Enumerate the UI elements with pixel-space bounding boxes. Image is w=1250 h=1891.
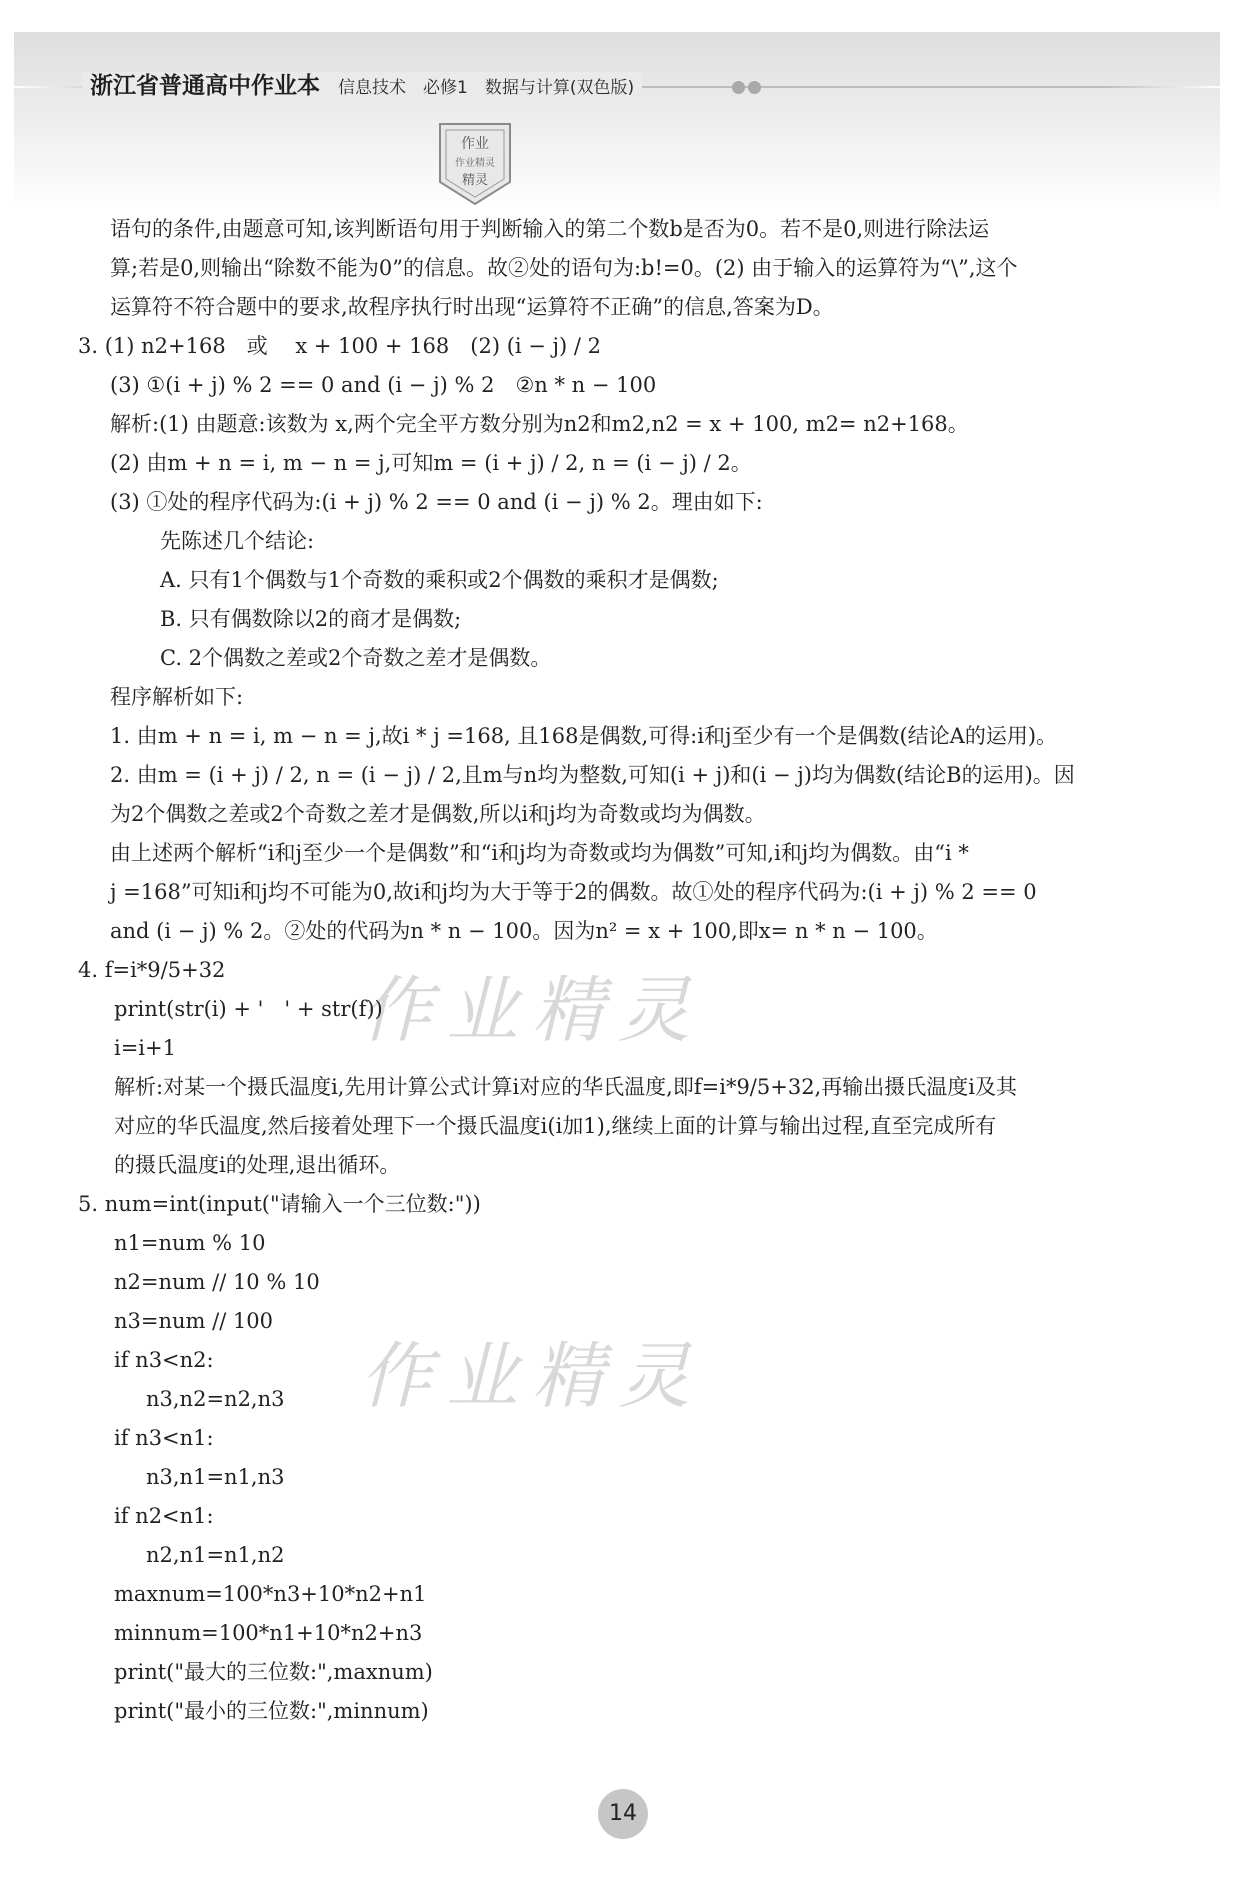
watermark: 作业精灵 — [360, 968, 705, 1052]
text-line: 语句的条件,由题意可知,该判断语句用于判断输入的第二个数b是否为0。若不是0,则进行除法运 — [110, 217, 990, 241]
text-line: 为2个偶数之差或2个奇数之差才是偶数,所以i和j均为奇数或均为偶数。 — [110, 802, 766, 826]
question-5-answer: 5. num=int(input("请输入一个三位数:")) — [78, 1192, 481, 1216]
page-header — [14, 32, 1220, 212]
code-line: n3=num // 100 — [114, 1309, 274, 1333]
conclusion-a: A. 只有1个偶数与1个奇数的乘积或2个偶数的乘积才是偶数; — [160, 568, 719, 592]
text-line: 对应的华氏温度,然后接着处理下一个摄氏温度i(i加1),继续上面的计算与输出过程,直至完成所有 — [114, 1114, 997, 1138]
code-line: print("最小的三位数:",minnum) — [114, 1699, 429, 1723]
code-line: n1=num % 10 — [114, 1231, 266, 1255]
code-line: if n3<n1: — [114, 1426, 214, 1450]
text-line: (3) ①(i + j) % 2 == 0 and (i − j) % 2 ②n * n − 100 — [110, 373, 657, 397]
stamp-text-bottom: 精灵 — [461, 173, 489, 188]
code-line: i=i+1 — [114, 1036, 176, 1060]
subject-title: 信息技术 必修1 数据与计算(双色版) — [338, 78, 635, 98]
text-line: and (i − j) % 2。②处的代码为n * n − 100。因为n² = x + 100,即x= n * n − 100。 — [110, 919, 938, 943]
stamp-text-middle: 作业精灵 — [455, 158, 495, 169]
series-title: 浙江省普通高中作业本 — [90, 73, 320, 99]
header-title — [82, 72, 642, 100]
text-line: 算;若是0,则输出“除数不能为0”的信息。故②处的语句为:b!=0。(2) 由于输入的运算符为“\”,这个 — [110, 256, 1018, 280]
code-line: print("最大的三位数:",maxnum) — [114, 1660, 433, 1684]
conclusion-c: C. 2个偶数之差或2个奇数之差才是偶数。 — [160, 646, 552, 670]
text-line: j =168”可知i和j均不可能为0,故i和j均为大于等于2的偶数。故①处的程序代码为:(i + j) % 2 == 0 — [110, 880, 1037, 904]
code-line: if n2<n1: — [114, 1504, 214, 1528]
zuoye-jingling-stamp — [430, 112, 520, 212]
code-line: n3,n1=n1,n3 — [146, 1465, 285, 1489]
answer-content — [78, 210, 1168, 1731]
code-line: n3,n2=n2,n3 — [146, 1387, 285, 1411]
text-line: 由上述两个解析“i和j至少一个是偶数”和“i和j均为奇数或均为偶数”可知,i和j均为偶数。由“i * — [110, 841, 969, 865]
question-3-answer: 3. (1) n2+168 或 x + 100 + 168 (2) (i − j) / 2 — [78, 334, 602, 358]
text-line: 运算符不符合题中的要求,故程序执行时出现“运算符不正确”的信息,答案为D。 — [110, 295, 834, 319]
text-line: 1. 由m + n = i, m − n = j,故i * j =168, 且168是偶数,可得:i和j至少有一个是偶数(结论A的运用)。 — [110, 724, 1058, 748]
text-line: 的摄氏温度i的处理,退出循环。 — [114, 1153, 401, 1177]
question-4-answer: 4. f=i*9/5+32 — [78, 958, 226, 982]
text-line: 2. 由m = (i + j) / 2, n = (i − j) / 2,且m与n均为整数,可知(i + j)和(i − j)均为偶数(结论B的运用)。因 — [110, 763, 1075, 787]
code-line: if n3<n2: — [114, 1348, 214, 1372]
text-line: (3) ①处的程序代码为:(i + j) % 2 == 0 and (i − j) % 2。理由如下: — [110, 490, 763, 514]
code-line: n2,n1=n1,n2 — [146, 1543, 285, 1567]
watermark: 作业精灵 — [360, 1334, 705, 1418]
text-line: 程序解析如下: — [110, 685, 244, 709]
text-line: 解析:对某一个摄氏温度i,先用计算公式计算i对应的华氏温度,即f=i*9/5+32,再输出摄氏温度i及其 — [114, 1075, 1017, 1099]
header-dots — [732, 79, 764, 98]
page-number: 14 — [598, 1789, 648, 1839]
code-line: minnum=100*n1+10*n2+n3 — [114, 1621, 423, 1645]
code-line: n2=num // 10 % 10 — [114, 1270, 320, 1294]
text-line: 先陈述几个结论: — [160, 529, 315, 553]
text-line: 解析:(1) 由题意:该数为 x,两个完全平方数分别为n2和m2,n2 = x + 100, m2= n2+168。 — [110, 412, 969, 436]
code-line: print(str(i) + ' ' + str(f)) — [114, 997, 383, 1021]
text-line: (2) 由m + n = i, m − n = j,可知m = (i + j) / 2, n = (i − j) / 2。 — [110, 451, 752, 475]
stamp-text-top: 作业 — [461, 136, 489, 152]
code-line: maxnum=100*n3+10*n2+n1 — [114, 1582, 427, 1606]
conclusion-b: B. 只有偶数除以2的商才是偶数; — [160, 607, 462, 631]
